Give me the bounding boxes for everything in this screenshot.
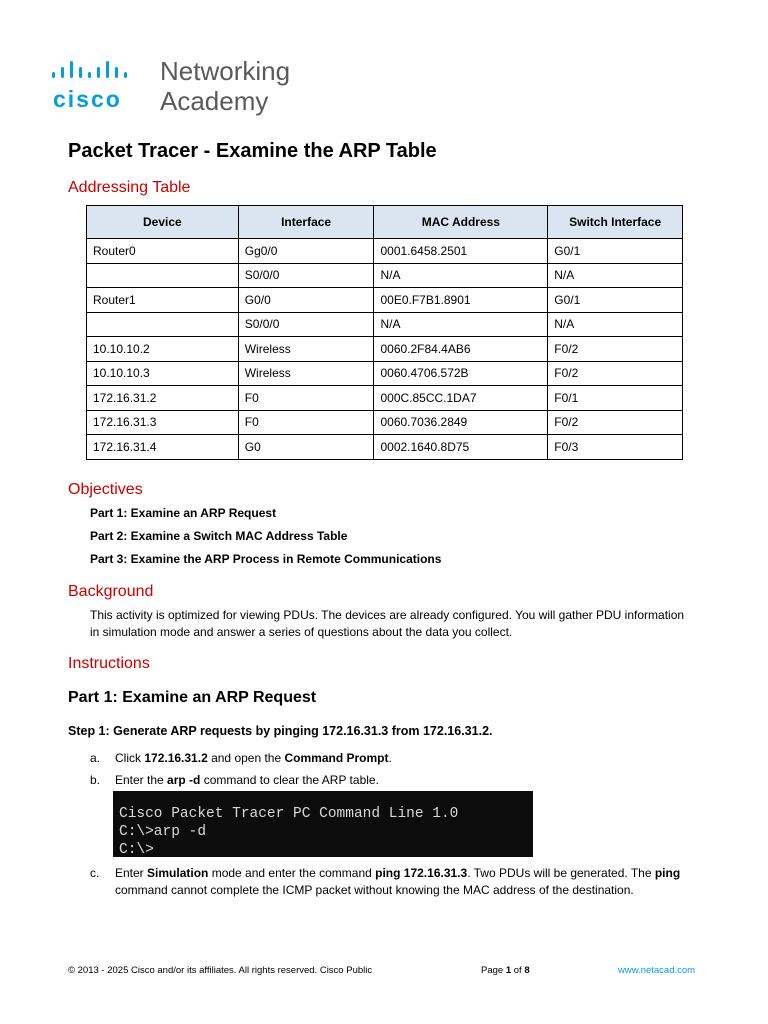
terminal-line: C:\> bbox=[119, 842, 154, 858]
text-run: mode and enter the command bbox=[208, 866, 376, 880]
footer-website-link[interactable]: www.netacad.com bbox=[618, 965, 696, 976]
list-marker: c. bbox=[90, 866, 100, 880]
text-run: command cannot complete the ICMP packet without knowing the MAC address of the destination. bbox=[115, 883, 634, 897]
text-run: command to clear the ARP table. bbox=[200, 773, 379, 787]
list-marker: a. bbox=[90, 751, 101, 765]
footer-page-number bbox=[481, 965, 530, 977]
switch-interface-cell: F0/1 bbox=[548, 386, 683, 411]
table-row bbox=[87, 386, 683, 411]
column-header: Device bbox=[87, 206, 239, 239]
step1-heading: Step 1: Generate ARP requests by pinging 172.16.31.3 from 172.16.31.2. bbox=[68, 724, 493, 738]
mac-address-cell: 0001.6458.2501 bbox=[374, 239, 548, 264]
instruction-item-a bbox=[90, 750, 700, 767]
interface-cell: S0/0/0 bbox=[238, 312, 374, 337]
instruction-item-b bbox=[90, 772, 700, 789]
document-title: Packet Tracer - Examine the ARP Table bbox=[68, 140, 437, 162]
mac-address-cell: 0060.2F84.4AB6 bbox=[374, 337, 548, 362]
device-cell: Router0 bbox=[87, 239, 239, 264]
switch-interface-cell: N/A bbox=[548, 312, 683, 337]
text-run: . Two PDUs will be generated. The bbox=[467, 866, 655, 880]
background-heading: Background bbox=[68, 583, 154, 600]
text-run: Enter bbox=[115, 866, 148, 880]
switch-interface-cell: F0/2 bbox=[548, 337, 683, 362]
bold-run: ping bbox=[654, 866, 681, 880]
mac-address-cell: 0060.4706.572B bbox=[374, 361, 548, 386]
interface-cell: G0/0 bbox=[238, 288, 374, 313]
list-marker: b. bbox=[90, 773, 101, 787]
switch-interface-cell: F0/2 bbox=[548, 410, 683, 435]
instructions-heading: Instructions bbox=[68, 655, 150, 672]
device-cell: Router1 bbox=[87, 288, 239, 313]
terminal-line: C:\>arp -d bbox=[119, 824, 207, 840]
objective-item: Part 2: Examine a Switch MAC Address Table bbox=[90, 529, 348, 543]
device-cell: 10.10.10.2 bbox=[87, 337, 239, 362]
device-cell: 172.16.31.2 bbox=[87, 386, 239, 411]
cisco-networking-academy-logo bbox=[52, 56, 312, 118]
bold-run: Simulation bbox=[147, 866, 209, 880]
column-header: Switch Interface bbox=[548, 206, 683, 239]
background-text: This activity is optimized for viewing PDUs. The devices are already configured. You will gather PDU information in simulation mode and answer a series of questions about the data you collect. bbox=[90, 608, 685, 639]
interface-cell: Wireless bbox=[238, 361, 374, 386]
text-run: Enter the bbox=[115, 773, 168, 787]
objective-item: Part 3: Examine the ARP Process in Remote Communications bbox=[90, 552, 442, 566]
addressing-table-heading: Addressing Table bbox=[68, 179, 191, 196]
device-cell: 10.10.10.3 bbox=[87, 361, 239, 386]
mac-address-cell: 000C.85CC.1DA7 bbox=[374, 386, 548, 411]
bold-run: Command Prompt bbox=[284, 751, 389, 765]
interface-cell: G0 bbox=[238, 435, 374, 460]
cisco-bars-icon bbox=[52, 60, 152, 78]
table-row bbox=[87, 410, 683, 435]
cisco-wordmark: cisco bbox=[53, 86, 122, 112]
logo-networking-text: Networking bbox=[160, 56, 291, 86]
interface-cell: Wireless bbox=[238, 337, 374, 362]
instruction-text bbox=[115, 772, 700, 789]
interface-cell: S0/0/0 bbox=[238, 263, 374, 288]
bold-run: 8 bbox=[524, 965, 530, 976]
switch-interface-cell: N/A bbox=[548, 263, 683, 288]
mac-address-cell: N/A bbox=[374, 263, 548, 288]
table-row bbox=[87, 361, 683, 386]
bold-run: 1 bbox=[505, 965, 512, 976]
device-cell: 172.16.31.4 bbox=[87, 435, 239, 460]
bold-run: ping 172.16.31.3 bbox=[375, 866, 468, 880]
table-row bbox=[87, 337, 683, 362]
mac-address-cell: 0060.7036.2849 bbox=[374, 410, 548, 435]
switch-interface-cell: F0/2 bbox=[548, 361, 683, 386]
column-header: MAC Address bbox=[374, 206, 548, 239]
objectives-heading: Objectives bbox=[68, 481, 143, 498]
bold-run: 172.16.31.2 bbox=[144, 751, 208, 765]
column-header: Interface bbox=[238, 206, 374, 239]
switch-interface-cell: G0/1 bbox=[548, 239, 683, 264]
text-run: of bbox=[511, 965, 525, 976]
table-row bbox=[87, 312, 683, 337]
objective-item: Part 1: Examine an ARP Request bbox=[90, 506, 277, 520]
interface-cell: F0 bbox=[238, 410, 374, 435]
table-row bbox=[87, 435, 683, 460]
table-row bbox=[87, 239, 683, 264]
mac-address-cell: N/A bbox=[374, 312, 548, 337]
logo-academy-text: Academy bbox=[160, 86, 269, 116]
bold-run: arp -d bbox=[167, 773, 201, 787]
interface-cell: Gg0/0 bbox=[238, 239, 374, 264]
device-cell bbox=[87, 263, 239, 288]
table-row bbox=[87, 288, 683, 313]
addressing-table bbox=[86, 205, 683, 460]
mac-address-cell: 00E0.F7B1.8901 bbox=[374, 288, 548, 313]
instruction-text bbox=[115, 865, 700, 899]
text-run: Click bbox=[115, 751, 145, 765]
footer-copyright: © 2013 - 2025 Cisco and/or its affiliates. All rights reserved. Cisco Public bbox=[68, 965, 373, 976]
instruction-text bbox=[115, 750, 700, 767]
instruction-item-c bbox=[90, 865, 700, 899]
text-run: and open the bbox=[207, 751, 285, 765]
switch-interface-cell: G0/1 bbox=[548, 288, 683, 313]
device-cell bbox=[87, 312, 239, 337]
part1-heading: Part 1: Examine an ARP Request bbox=[68, 689, 317, 706]
table-header-row bbox=[87, 206, 683, 239]
command-prompt-screenshot bbox=[113, 791, 533, 857]
mac-address-cell: 0002.1640.8D75 bbox=[374, 435, 548, 460]
interface-cell: F0 bbox=[238, 386, 374, 411]
text-run: Page bbox=[481, 965, 506, 976]
device-cell: 172.16.31.3 bbox=[87, 410, 239, 435]
text-run: . bbox=[388, 751, 392, 765]
switch-interface-cell: F0/3 bbox=[548, 435, 683, 460]
table-row bbox=[87, 263, 683, 288]
terminal-line: Cisco Packet Tracer PC Command Line 1.0 bbox=[119, 806, 459, 822]
